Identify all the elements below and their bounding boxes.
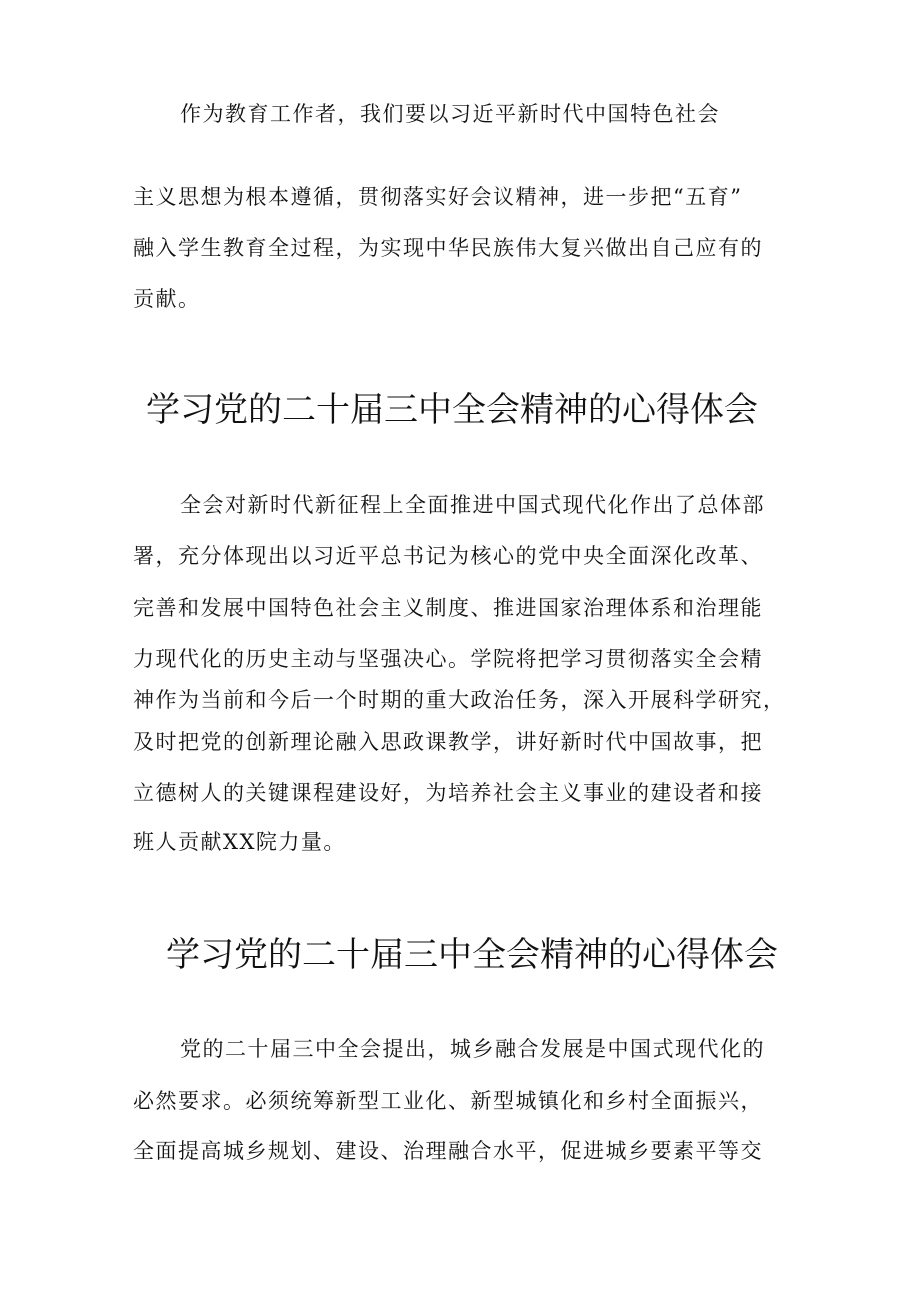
para2-line-4: 力现代化的历史主动与坚强决心。学院将把学习贯彻落实全会精 — [133, 647, 763, 671]
section-heading-2: 学习党的二十届三中全会精神的心得体会 — [166, 935, 778, 975]
para2-line-5: 神作为当前和今后一个时期的重大政治任务，深入开展科学研究， — [133, 688, 786, 712]
para2-line-3: 完善和发展中国特色社会主义制度、推进国家治理体系和治理能 — [133, 596, 763, 620]
section-heading-1: 学习党的二十届三中全会精神的心得体会 — [146, 390, 758, 430]
para2-line-6: 及时把党的创新理论融入思政课教学，讲好新时代中国故事，把 — [133, 730, 763, 754]
para2-line-1: 全会对新时代新征程上全面推进中国式现代化作出了总体部 — [180, 493, 765, 517]
para2-line-2: 署，充分体现出以习近平总书记为核心的党中央全面深化改革、 — [133, 544, 763, 568]
para1-line-1: 作为教育工作者，我们要以习近平新时代中国特色社会 — [180, 102, 720, 126]
para3-line-2: 必然要求。必须统筹新型工业化、新型城镇化和乡村全面振兴， — [133, 1089, 763, 1113]
para3-line-1: 党的二十届三中全会提出，城乡融合发展是中国式现代化的 — [180, 1037, 765, 1061]
para2-line-8: 班人贡献XX院力量。 — [133, 830, 346, 854]
para1-line-2: 主义思想为根本遵循，贯彻落实好会议精神，进一步把“五育” — [133, 185, 743, 209]
para2-line-7: 立德树人的关键课程建设好，为培养社会主义事业的建设者和接 — [133, 781, 763, 805]
para1-line-3: 融入学生教育全过程，为实现中华民族伟大复兴做出自己应有的 — [133, 236, 763, 260]
para1-line-4: 贡献。 — [133, 287, 201, 311]
para3-line-3: 全面提高城乡规划、建设、治理融合水平，促进城乡要素平等交 — [133, 1139, 763, 1163]
